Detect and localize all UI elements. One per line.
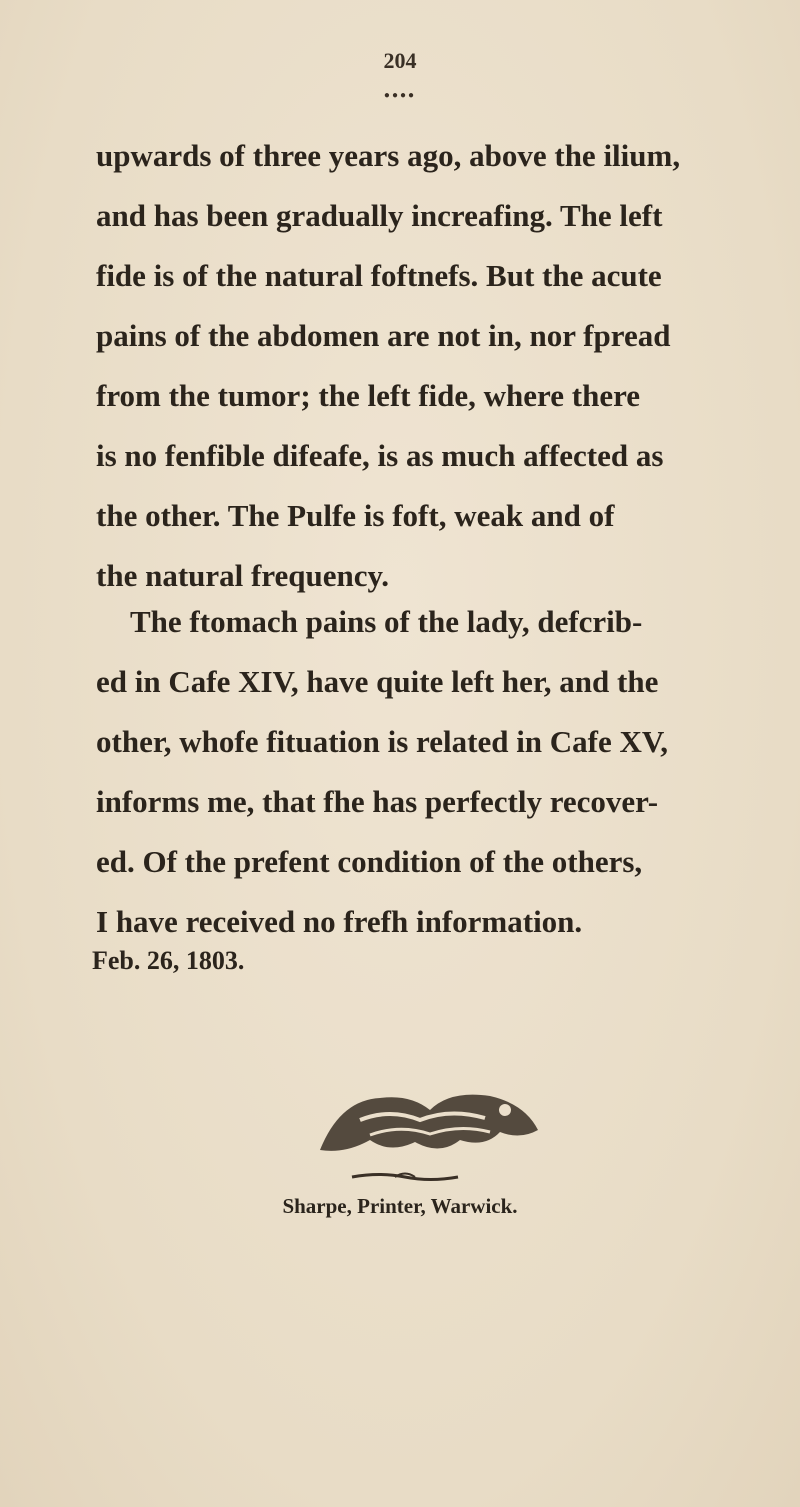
text-line: pains of the abdomen are not in, nor fpread [96, 318, 671, 353]
printer-vignette-icon [300, 1080, 550, 1160]
text-line: the other. The Pulfe is foft, weak and of [96, 498, 615, 533]
dateline: Feb. 26, 1803. [92, 946, 245, 975]
text-line: The ftomach pains of the lady, defcrib- [130, 604, 643, 639]
text-line: is no fenfible difeafe, is as much affected as [96, 438, 664, 473]
text-line: other, whofe fituation is related in Cafe XV, [96, 724, 669, 759]
header-ornament: ●●●● [383, 90, 417, 101]
page-number: 204 [383, 48, 417, 73]
text-line: the natural frequency. [96, 558, 390, 593]
text-line: upwards of three years ago, above the ilium, [96, 138, 681, 173]
text-line: and has been gradually increafing. The left [96, 198, 663, 233]
text-line: informs me, that fhe has perfectly recover- [96, 784, 659, 819]
text-line: ed. Of the prefent condition of the others, [96, 844, 643, 879]
text-line: from the tumor; the left fide, where there [96, 378, 641, 413]
paragraph-1 [96, 126, 746, 606]
printer-imprint: Sharpe, Printer, Warwick. [282, 1194, 518, 1218]
text-line: ed in Cafe XIV, have quite left her, and the [96, 664, 659, 699]
paragraph-2 [96, 592, 746, 952]
text-line: I have received no frefh information. [96, 904, 583, 939]
text-line: fide is of the natural foftnefs. But the acute [96, 258, 662, 293]
ornamental-rule-icon [350, 1170, 460, 1184]
